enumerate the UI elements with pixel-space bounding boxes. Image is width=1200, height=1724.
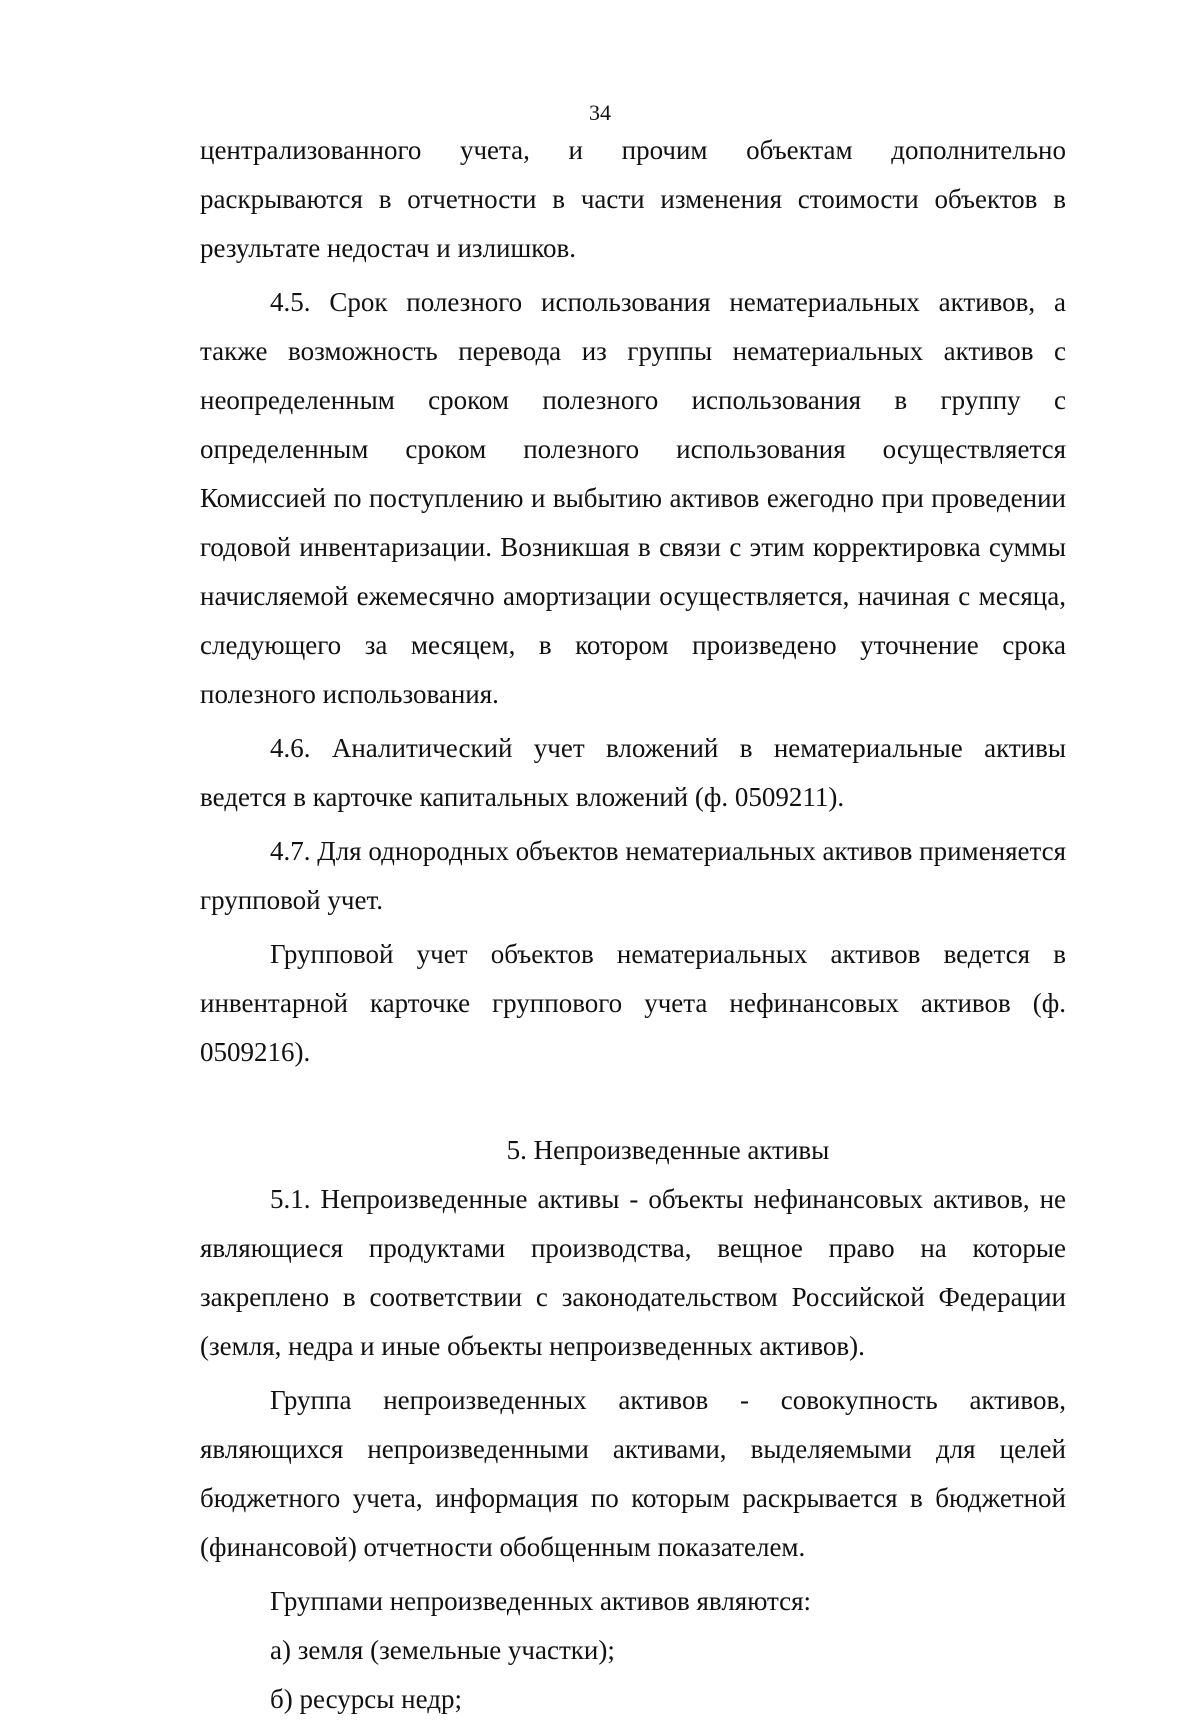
list-item-a: а) земля (земельные участки); bbox=[270, 1635, 615, 1665]
section-heading: 5. Непроизведенные активы bbox=[506, 1135, 830, 1165]
paragraph-4-7: 4.7. Для однородных объектов нематериальных активов применяется групповой учет. bbox=[200, 836, 1066, 915]
paragraph-4-5: 4.5. Срок полезного использования нематериальных активов, а также возможность перевода из группы нематериальных активов с неопределенным сроком полезного использования в группу с определенным сроком полезного использования осуществляется Комиссией по поступлению и выбытию активов ежегодно при проведении годовой инвентаризации. Возникшая в связи с этим корректировка суммы начисляемой ежемесячно амортизации осуществляется, начиная с месяца, следующего за месяцем, в котором произведено уточнение срока полезного использования. bbox=[200, 287, 1066, 709]
paragraph-continuation: централизованного учета, и прочим объектам дополнительно раскрываются в отчетности в части изменения стоимости объектов в результате недостач и излишков. bbox=[200, 135, 1066, 263]
document-body bbox=[200, 126, 1066, 1724]
paragraph-4-7-group-accounting: Групповой учет объектов нематериальных активов ведется в инвентарной карточке группового учета нефинансовых активов (ф. 0509216). bbox=[200, 939, 1066, 1067]
paragraph-4-6: 4.6. Аналитический учет вложений в нематериальные активы ведется в карточке капитальных вложений (ф. 0509211). bbox=[200, 733, 1066, 812]
list-item-b: б) ресурсы недр; bbox=[270, 1684, 462, 1714]
paragraph-5-1-group-definition: Группа непроизведенных активов - совокупность активов, являющихся непроизведенными активами, выделяемыми для целей бюджетного учета, информация по которым раскрывается в бюджетной (финансовой) отчетности обобщенным показателем. bbox=[200, 1385, 1066, 1562]
page-number: 34 bbox=[589, 100, 611, 125]
paragraph-5-1: 5.1. Непроизведенные активы - объекты нефинансовых активов, не являющиеся продуктами производства, вещное право на которые закреплено в соответствии с законодательством Российской Федерации (земля, недра и иные объекты непроизведенных активов). bbox=[200, 1184, 1066, 1361]
paragraph-5-1-groups-intro: Группами непроизведенных активов являются: bbox=[270, 1586, 812, 1616]
